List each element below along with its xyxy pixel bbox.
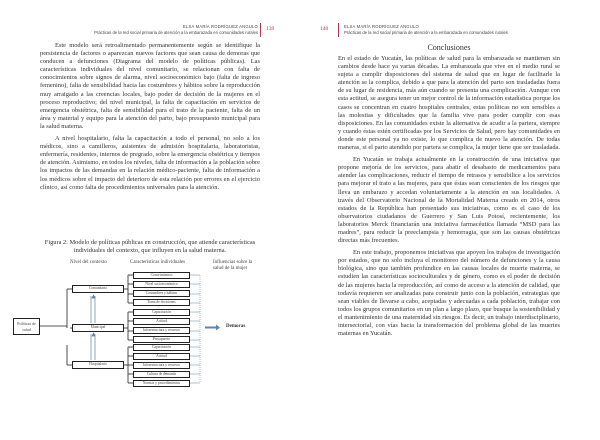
factor-box: Conocimientos (133, 272, 190, 279)
factor-box: Presupuesto (133, 336, 190, 343)
column-header-influence: Influencias sobre la salud de la mujer (213, 260, 253, 271)
column-header-individual: Características individuales (130, 260, 186, 265)
factor-box: Infraestructura y recursos (133, 327, 190, 334)
outcome-label-delays: Demoras (226, 324, 246, 329)
right-page (300, 0, 600, 440)
factor-box: Actitud (133, 353, 190, 360)
header-author: ELSA MARÍA RODRÍGUEZ ANGULO (344, 24, 419, 29)
factor-box: Capacitación (133, 309, 190, 316)
factor-box: Toma de decisiones (133, 299, 190, 306)
page-number: 140 (320, 26, 329, 32)
page-number: 139 (266, 26, 275, 32)
paragraph: En este trabajo, proponemos iniciativas que apoyen los trabajos de investigación por estados, que no solo incluya el monitoreo del número de defunciones y la causa biológica, sino que también profundice en las causas locales de muerte materna, se estudien las características socioculturales y de género, como es el poder de decisión de las mujeres hacia la reproducción, así como de acceso a la atención de calidad, que todavía requieren ser analizadas para construir junto con la población, estrategias que sean viables de llevarse a cabo, aceptadas y adecuadas a cada población, trabajar con todos los grupos comunitarios en un plan a largo plazo, que busque la sostenibilidad y el mantenimiento de una maternidad sin riesgos. Es decir, un trabajo interdisciplinario, intersectorial, con vías hacia la transformación del problema global de las muertes maternas en Yucatán. (338, 249, 560, 338)
factor-box: Nivel socioeconómico (133, 281, 190, 288)
level-box-municipal: Municipal (72, 324, 124, 332)
running-header (344, 24, 508, 36)
paragraph: A nivel hospitalario, falta la capacitación a todo el personal, no solo a los médicos, sino a camilleros, asistentes de admisión hospitalaria, laboratoristas, enfermería, residentes, internos de pregrado, sobre la emergencia obstétrica y tiempos de atención. Asimismo, en todos los niveles, falta de información a la población sobre los impactos de las demandas en la relación médico-paciente, falta de información a los médicos sobre el impacto del deterioro de esta relación por errores en el ejercicio clínico, así como falta de procedimientos universales para la atención. (40, 135, 260, 191)
paragraph: En Yucatán se trabaja actualmente en la construcción de una iniciativa que propone mejoría de los servicios, para abatir el desabasto de medicamentos para atender las complicaciones, reducir el tiempo de retrasos y sensibilice a los servicios para mejorar el trato a las mujeres, para que éstas sean conscientes de los riesgos que lleva un embarazo y accedan voluntariamente a la atención en sus localidades. A través del Observatorio Nacional de la Mortalidad Materna creado en 2014, otros estados de la República han presentado sus iniciativas, como es el caso de los observatorios ciudadanos de Guerrero y San Luis Potosí, recientemente, los laboratorios Merck financiarán una iniciativa farmacéutica llamada “MSD para las madres”, para reducir la preeclampsia y hemorragia, que son las causas obstétricas directas más frecuentes. (338, 156, 560, 245)
level-box-community: Comunitario (72, 285, 124, 293)
header-title: Prácticas de la red social primaria de atención a la embarazada en comunidades rurales (344, 30, 508, 35)
factor-box: Capacitación (133, 344, 190, 351)
root-box-health-policies: Políticas de salud (13, 318, 40, 335)
section-title: Conclusiones (427, 43, 471, 52)
paragraph: En el estado de Yucatán, las políticas de salud para la embarazada se mantienen sin cambios desde hace ya varias décadas. La embarazada que vive en el medio rural se sujeta a cumplir disposiciones del sistema de salud que en lugar de facilitarle la atención se la complica, debido a que para la atención del parto son trasladadas fuera de su lugar de residencia, más aún cuando se presenta una complicación. Aunque con esta actitud, se asegura tener un mejor control de la información estadística porque los casos se concentran en cuatro hospitales centrales, estas políticas no son sensibles a las molestias y dificultades que la familia vive para poder cumplir con esas disposiciones. En las comunidades existe la alternativa de acudir a la partera, siempre y cuando éstas estén certificadas por los Servicios de Salud, pero hay comunidades en donde este personal ya no existe, lo que complica de nuevo la atención. De todas maneras, si el parto atendido por partera se complica, la mujer tiene que ser trasladada. (338, 55, 560, 152)
factor-box: Actitud (133, 318, 190, 325)
column-header-context: Nivel del contexto (70, 260, 107, 265)
factor-box: Infraestructura y recursos (133, 362, 190, 369)
paragraph: Este modelo será retroalimentado permanentemente según se identifique la persistencia de factores o aparezcan nuevos factores que sean causa de demoras que conducen a defunciones (Diagrama del modelo de políticas públicas). Las características individuales del nivel comunitario, se relacionan con falta de conocimientos sobre signos de alarma, nivel socioeconómico bajo (falta de ingreso femenino), falta de sensibilidad hacia las costumbres y hábitos sobre la reproducción muy arraigado a las creencias locales, bajo poder de decisión de la mujeres en el proceso reproductivo; del nivel municipal, la falta de capacitación en servicios de emergencia obstétrica, falta de sensibilidad para el trato de la paciente, falta de un área y material y equipo para la atención del parto, bajo presupuesto municipal para la salud materna. (40, 42, 260, 130)
factor-box: Normas y procedimientos (133, 380, 190, 387)
level-box-hospital: Hospitalario (72, 361, 124, 369)
factor-box: Cultura de demanda (133, 371, 190, 378)
header-author: ELSA MARÍA RODRÍGUEZ ANGULO (183, 24, 258, 29)
header-title: Prácticas de la red social primaria de atención a la embarazada en comunidades rurales (94, 30, 258, 35)
figure-caption: Figura 2. Modelo de políticas públicas en construcción, que atiende características individuales del contexto, que influyen en la salud materna. (44, 239, 256, 255)
header-divider (338, 23, 339, 37)
body-text (338, 55, 560, 342)
factor-box: Costumbres y hábitos (133, 290, 190, 297)
